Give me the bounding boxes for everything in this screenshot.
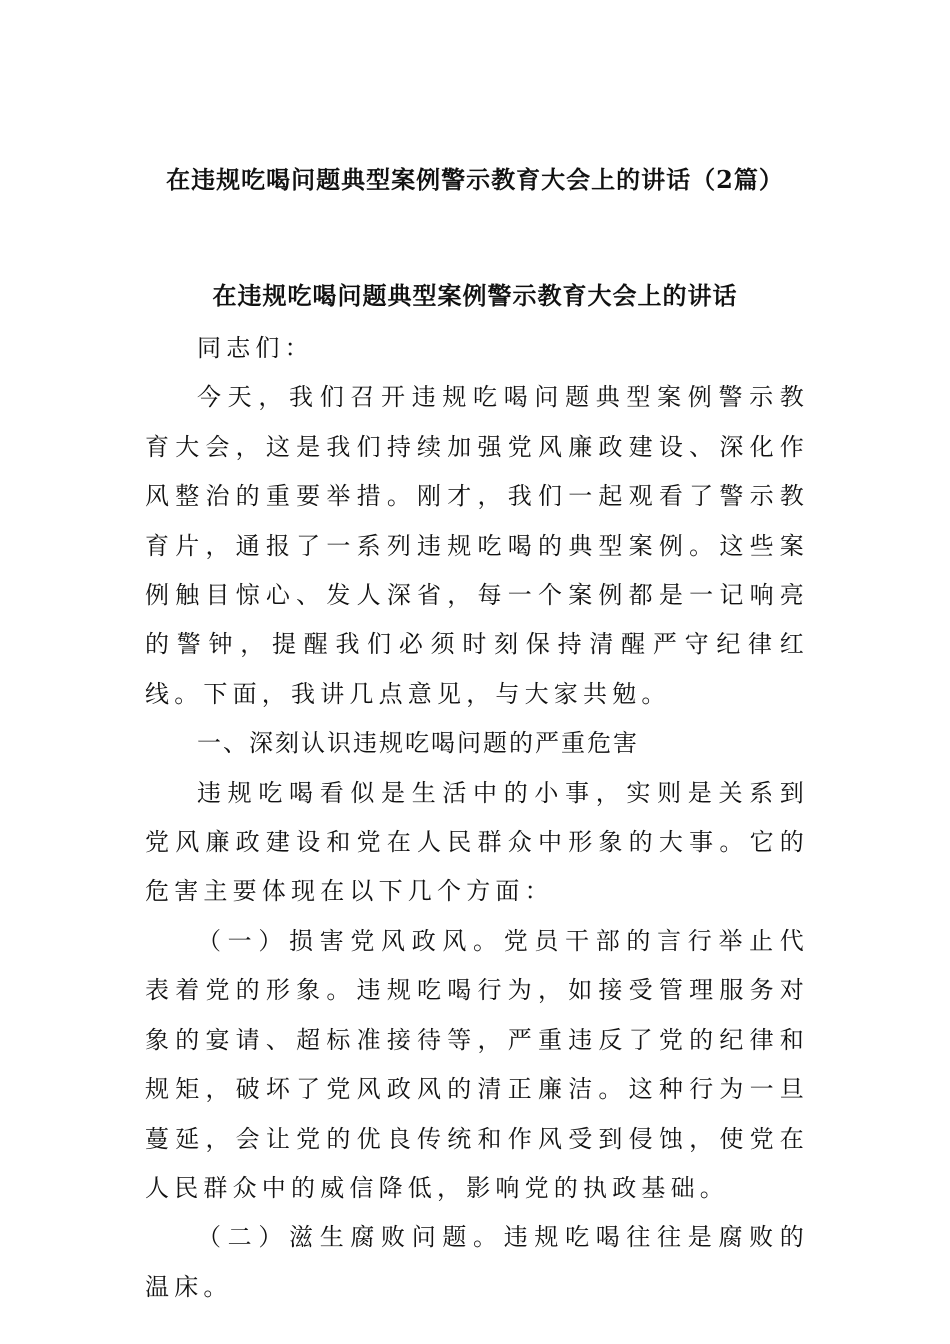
paragraph-point-2: （二）滋生腐败问题。违规吃喝往往是腐败的温床。 bbox=[145, 1223, 809, 1301]
section-heading-1: 一、深刻认识违规吃喝问题的严重危害 bbox=[197, 729, 639, 758]
paragraph-harms: 违规吃喝看似是生活中的小事，实则是关系到党风廉政建设和党在人民群众中形象的大事。它的危害主要体现在以下几个方面： bbox=[145, 778, 809, 906]
document-body bbox=[145, 324, 809, 1312]
paragraph-point-1: （一）损害党风政风。党员干部的言行举止代表着党的形象。违规吃喝行为，如接受管理服务对象的宴请、超标准接待等，严重违反了党的纪律和规矩，破坏了党风政风的清正廉洁。这种行为一旦蔓延，会让党的优良传统和作风受到侵蚀，使党在人民群众中的威信降低，影响党的执政基础。 bbox=[145, 926, 809, 1202]
document-title: 在违规吃喝问题典型案例警示教育大会上的讲话（2篇） bbox=[166, 165, 784, 194]
speech-title: 在违规吃喝问题典型案例警示教育大会上的讲话 bbox=[212, 281, 738, 310]
paragraph-intro: 今天，我们召开违规吃喝问题典型案例警示教育大会，这是我们持续加强党风廉政建设、深化作风整治的重要举措。刚才，我们一起观看了警示教育片，通报了一系列违规吃喝的典型案例。这些案例触目惊心、发人深省，每一个案例都是一记响亮的警钟，提醒我们必须时刻保持清醒严守纪律红线。下面，我讲几点意见，与大家共勉。 bbox=[145, 383, 809, 708]
salutation: 同志们： bbox=[197, 334, 314, 362]
